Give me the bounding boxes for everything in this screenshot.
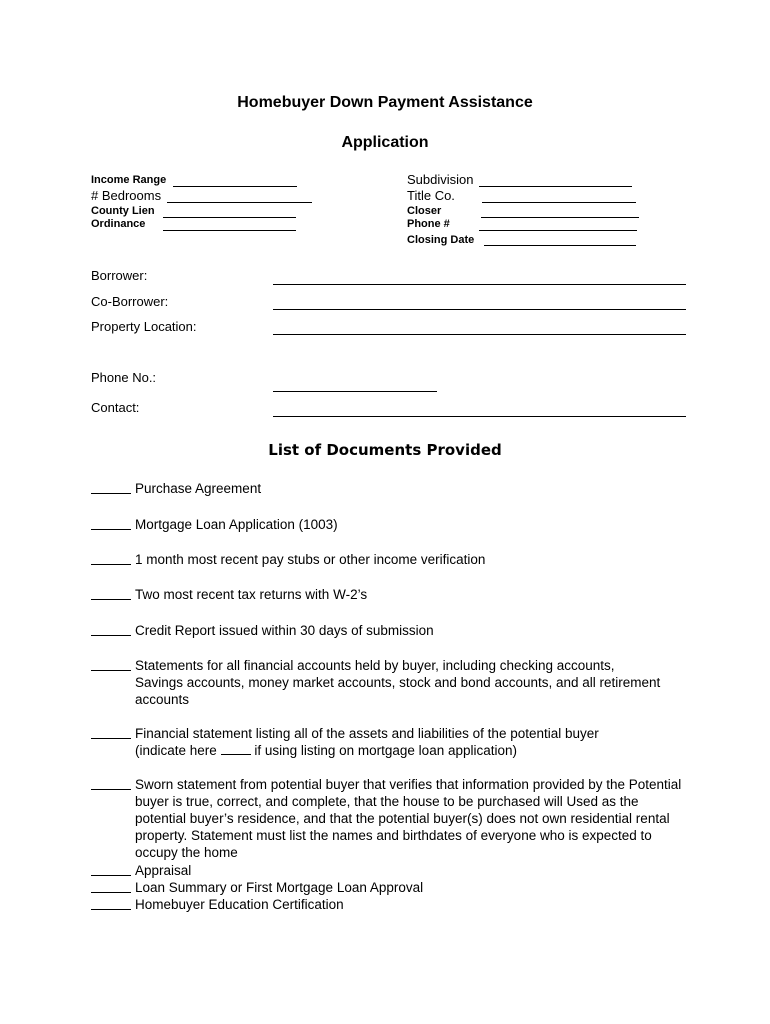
phone-field[interactable]: [479, 230, 637, 231]
checkbox-line[interactable]: [91, 586, 131, 600]
closer-label: Closer: [407, 205, 442, 217]
checkbox-line[interactable]: [91, 879, 131, 893]
document-label: Sworn statement from potential buyer that verifies that information provided by the Potential buyer is true, correct, and complete, that the house to be purchased will Used as the potential buyer’s residence, and that the potential buyer(s) does not own residential rental property. Statement must list the names and birthdates of everyone who is expected to occupy the home: [135, 777, 682, 860]
financial-statement-text: Financial statement listing all of the assets and liabilities of the potential buyer: [135, 726, 599, 741]
document-label: Mortgage Loan Application (1003): [135, 517, 338, 532]
income-range-label: Income Range: [91, 174, 167, 186]
income-range-field[interactable]: [173, 186, 297, 187]
county-lien-field[interactable]: [163, 217, 296, 218]
ordinance-label: Ordinance: [91, 218, 146, 230]
page-subtitle: Application: [341, 134, 429, 151]
checkbox-line[interactable]: [91, 480, 131, 494]
page-title: Homebuyer Down Payment Assistance: [237, 94, 533, 111]
subdivision-label: Subdivision: [407, 172, 474, 187]
bedrooms-label: # Bedrooms: [91, 188, 162, 203]
document-label: Statements for all financial accounts held by buyer, including checking accounts, Savings accounts, money market accounts, stock and bond accounts, and all retirement accounts: [135, 658, 661, 707]
co-borrower-field[interactable]: [273, 309, 686, 310]
phone-label: Phone #: [407, 218, 450, 230]
list-item: [91, 879, 691, 896]
list-item: [91, 480, 691, 497]
checkbox-line[interactable]: [91, 657, 131, 671]
checkbox-line[interactable]: [91, 862, 131, 876]
list-item: [91, 862, 691, 879]
checkbox-line[interactable]: [91, 725, 131, 739]
list-item: [91, 516, 691, 533]
subdivision-field[interactable]: [479, 186, 632, 187]
closing-date-label: Closing Date: [407, 234, 475, 246]
indicate-here-line[interactable]: [221, 742, 251, 755]
list-item: [91, 657, 691, 708]
closer-field[interactable]: [481, 217, 639, 218]
property-location-field[interactable]: [273, 334, 686, 335]
list-item: [91, 622, 691, 639]
checkbox-line[interactable]: [91, 622, 131, 636]
phone-no-field[interactable]: [273, 391, 437, 392]
document-label: Credit Report issued within 30 days of submission: [135, 623, 434, 638]
financial-note-post: if using listing on mortgage loan application): [254, 743, 518, 758]
title-co-label: Title Co.: [407, 188, 455, 203]
list-item: [91, 725, 691, 759]
list-item: [91, 551, 691, 568]
document-label: Appraisal: [135, 863, 192, 878]
checkbox-line[interactable]: [91, 516, 131, 530]
checkbox-line[interactable]: [91, 551, 131, 565]
co-borrower-label: Co-Borrower:: [91, 294, 169, 309]
list-item: [91, 896, 691, 913]
financial-note-pre: (indicate here: [135, 743, 217, 758]
checkbox-line[interactable]: [91, 896, 131, 910]
document-label: [135, 725, 695, 759]
title-co-field[interactable]: [482, 202, 636, 203]
list-item: [91, 586, 691, 603]
contact-field[interactable]: [273, 416, 686, 417]
document-label: Loan Summary or First Mortgage Loan Approval: [135, 880, 424, 895]
document-label: Homebuyer Education Certification: [135, 897, 344, 912]
list-item: [91, 776, 691, 862]
contact-label: Contact:: [91, 400, 140, 415]
document-label: Purchase Agreement: [135, 481, 262, 496]
property-location-label: Property Location:: [91, 319, 197, 334]
county-lien-label: County Lien: [91, 205, 155, 217]
phone-no-label: Phone No.:: [91, 370, 157, 385]
document-label: Two most recent tax returns with W-2’s: [135, 587, 368, 602]
bedrooms-field[interactable]: [167, 202, 312, 203]
borrower-label: Borrower:: [91, 268, 148, 283]
closing-date-field[interactable]: [484, 245, 636, 246]
document-label: 1 month most recent pay stubs or other income verification: [135, 552, 486, 567]
checkbox-line[interactable]: [91, 776, 131, 790]
ordinance-field[interactable]: [163, 230, 296, 231]
documents-heading: List of Documents Provided: [268, 441, 502, 459]
borrower-field[interactable]: [273, 284, 686, 285]
